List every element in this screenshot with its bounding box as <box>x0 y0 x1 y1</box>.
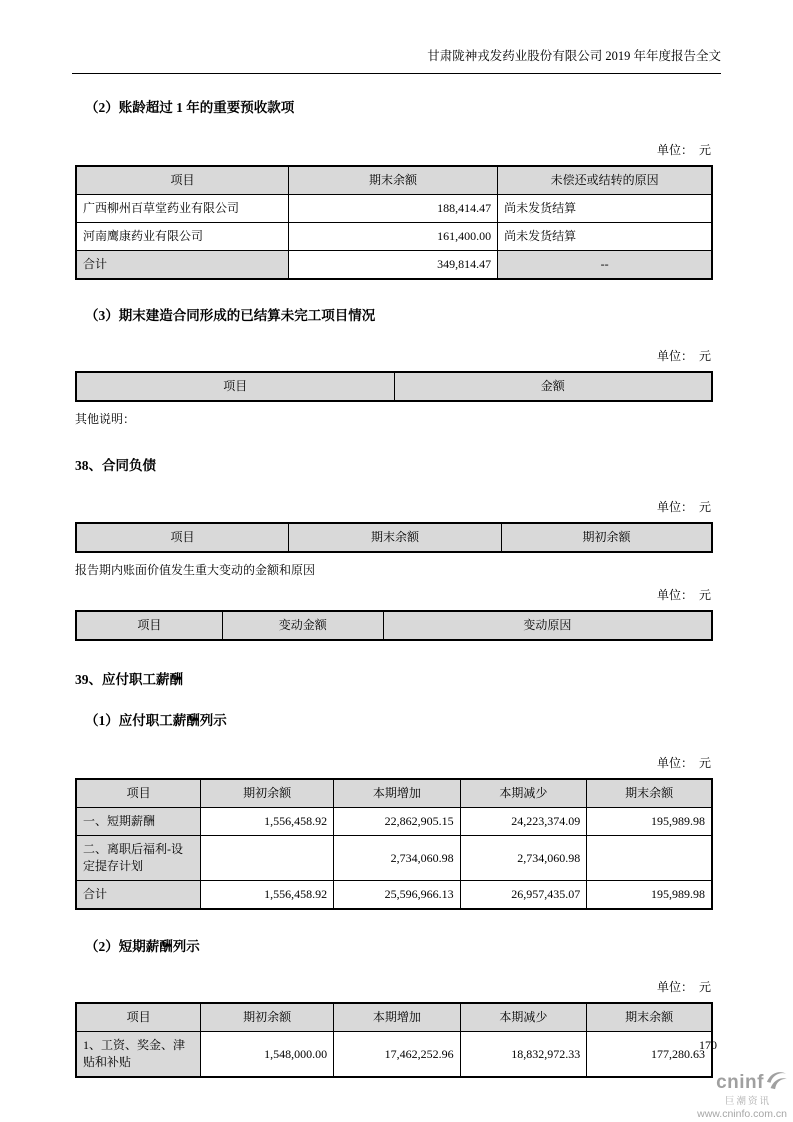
table-row <box>76 1032 712 1078</box>
cell-amount: 161,400.00 <box>288 223 497 251</box>
cell-closing: 195,989.98 <box>587 808 712 836</box>
col-header-change-reason: 变动原因 <box>383 611 712 640</box>
col-header-opening-balance: 期初余额 <box>201 779 334 808</box>
col-header-decrease: 本期减少 <box>460 1003 587 1032</box>
table-header-row <box>76 611 712 640</box>
cell-closing: 177,280.63 <box>587 1032 712 1078</box>
col-header-closing-balance: 期末余额 <box>288 523 501 552</box>
table-header-row <box>76 523 712 552</box>
cell-opening: 1,556,458.92 <box>201 881 334 910</box>
cell-item: 二、离职后福利-设定提存计划 <box>76 836 201 881</box>
section-title-contract-liability: 38、合同负债 <box>75 458 156 473</box>
cninfo-logo-row <box>667 1070 787 1095</box>
table-total-row <box>76 881 712 910</box>
unit-label: 单位： 元 <box>656 756 711 770</box>
page-number: 170 <box>699 1038 717 1052</box>
cell-total-label: 合计 <box>76 881 201 910</box>
table-payroll <box>75 778 713 910</box>
col-header-item: 项目 <box>76 372 394 401</box>
col-header-closing-balance: 期末余额 <box>587 779 712 808</box>
change-note: 报告期内账面价值发生重大变动的金额和原因 <box>75 563 316 577</box>
cell-decrease: 2,734,060.98 <box>460 836 587 881</box>
col-header-item: 项目 <box>76 779 201 808</box>
cninfo-subtitle: 巨潮资讯 <box>724 1096 771 1107</box>
table-prepayments <box>75 165 713 280</box>
table-header-row <box>76 372 712 401</box>
cell-decrease: 26,957,435.07 <box>460 881 587 910</box>
table-row <box>76 195 712 223</box>
cell-increase: 22,862,905.15 <box>334 808 461 836</box>
section-title-prepayments: （2）账龄超过 1 年的重要预收款项 <box>85 100 295 115</box>
cell-decrease: 18,832,972.33 <box>460 1032 587 1078</box>
col-header-item: 项目 <box>76 611 222 640</box>
cninfo-logo <box>667 1070 787 1120</box>
table-short-term <box>75 1002 713 1078</box>
section-title-payroll-list: （1）应付职工薪酬列示 <box>85 713 227 728</box>
cninfo-url: www.cninfo.com.cn <box>697 1108 787 1120</box>
other-note: 其他说明： <box>75 412 136 426</box>
col-header-amount: 金额 <box>394 372 712 401</box>
section-title-short-term: （2）短期薪酬列示 <box>85 939 200 954</box>
table-row <box>76 808 712 836</box>
cell-company: 广西柳州百草堂药业有限公司 <box>76 195 288 223</box>
cninfo-swirl-icon <box>765 1070 787 1095</box>
unit-label: 单位： 元 <box>656 349 711 363</box>
table-construction <box>75 371 713 402</box>
unit-label: 单位： 元 <box>656 500 711 514</box>
col-header-item: 项目 <box>76 166 288 195</box>
cell-company: 河南鹰康药业有限公司 <box>76 223 288 251</box>
cell-item: 一、短期薪酬 <box>76 808 201 836</box>
cell-opening: 1,556,458.92 <box>201 808 334 836</box>
unit-label: 单位： 元 <box>656 980 711 994</box>
table-total-row <box>76 251 712 280</box>
cell-total-reason: -- <box>498 251 712 280</box>
col-header-reason: 未偿还或结转的原因 <box>498 166 712 195</box>
col-header-change-amount: 变动金额 <box>222 611 383 640</box>
table-row <box>76 836 712 881</box>
table-change <box>75 610 713 641</box>
table-contract-liability <box>75 522 713 553</box>
unit-label: 单位： 元 <box>656 143 711 157</box>
cell-total-label: 合计 <box>76 251 288 280</box>
cell-reason: 尚未发货结算 <box>498 223 712 251</box>
cell-opening <box>201 836 334 881</box>
col-header-decrease: 本期减少 <box>460 779 587 808</box>
col-header-increase: 本期增加 <box>334 1003 461 1032</box>
col-header-opening-balance: 期初余额 <box>201 1003 334 1032</box>
cell-increase: 25,596,966.13 <box>334 881 461 910</box>
col-header-closing-balance: 期末余额 <box>288 166 497 195</box>
cell-decrease: 24,223,374.09 <box>460 808 587 836</box>
col-header-item: 项目 <box>76 523 288 552</box>
cell-total-amount: 349,814.47 <box>288 251 497 280</box>
document-header-title: 甘肃陇神戎发药业股份有限公司 2019 年年度报告全文 <box>72 46 721 74</box>
cell-closing: 195,989.98 <box>587 881 712 910</box>
cell-increase: 17,462,252.96 <box>334 1032 461 1078</box>
col-header-opening-balance: 期初余额 <box>501 523 712 552</box>
cell-amount: 188,414.47 <box>288 195 497 223</box>
section-title-construction: （3）期末建造合同形成的已结算未完工项目情况 <box>85 308 376 323</box>
col-header-item: 项目 <box>76 1003 201 1032</box>
cell-item: 1、工资、奖金、津贴和补贴 <box>76 1032 201 1078</box>
page-content <box>75 73 713 1078</box>
cell-reason: 尚未发货结算 <box>498 195 712 223</box>
cninfo-brand-text: cninf <box>716 1071 764 1093</box>
cell-opening: 1,548,000.00 <box>201 1032 334 1078</box>
cell-increase: 2,734,060.98 <box>334 836 461 881</box>
unit-label: 单位： 元 <box>656 588 711 602</box>
col-header-closing-balance: 期末余额 <box>587 1003 712 1032</box>
table-header-row <box>76 1003 712 1032</box>
cell-closing <box>587 836 712 881</box>
table-row <box>76 223 712 251</box>
col-header-increase: 本期增加 <box>334 779 461 808</box>
table-header-row <box>76 166 712 195</box>
table-header-row <box>76 779 712 808</box>
section-title-payroll: 39、应付职工薪酬 <box>75 672 183 687</box>
